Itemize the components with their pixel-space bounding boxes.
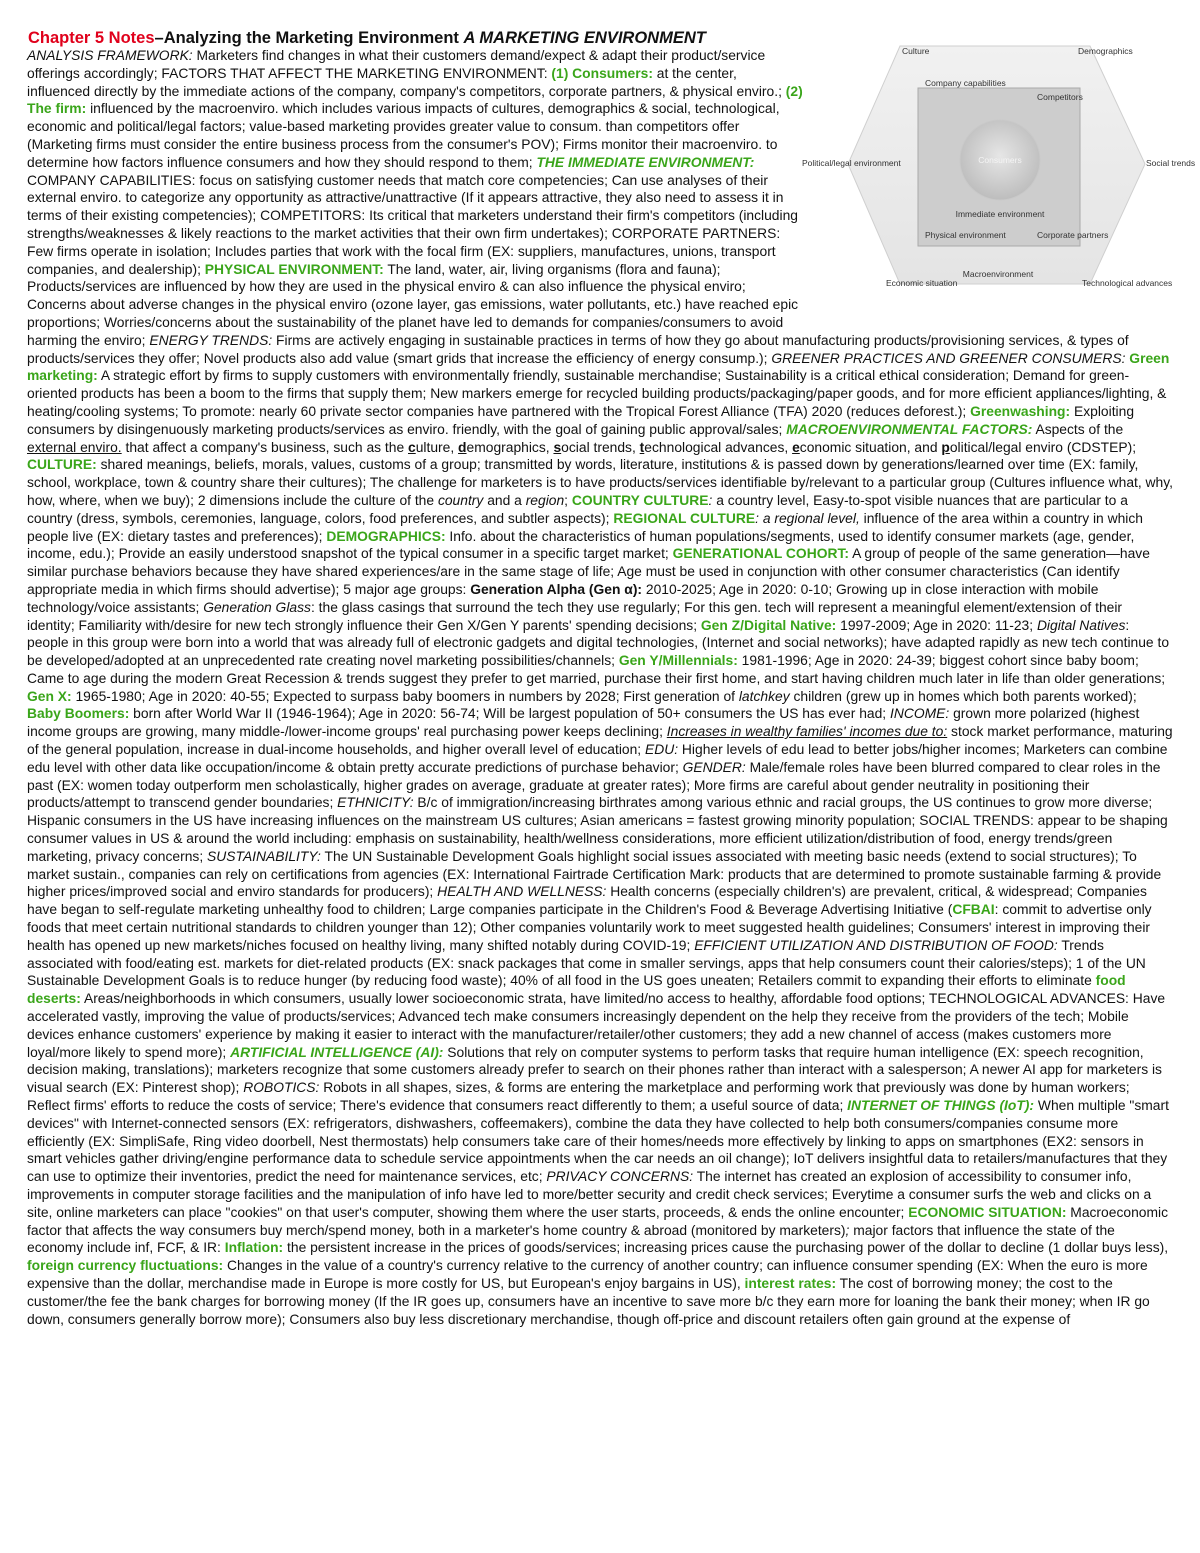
term-62: latchkey xyxy=(738,687,790,704)
term-84: food deserts: xyxy=(27,972,1126,1007)
term-72: GENDER: xyxy=(682,758,746,775)
text-segment-47: Info. about the characteristics of human populations/segments, used to identify consumer markets (age, gender, income, edu.); Provide an easily understood snapshot of the typical consumer in a specific target market; xyxy=(27,527,1135,562)
outer-label-demographics: Demographics xyxy=(1078,46,1133,56)
term-26: s xyxy=(553,438,562,455)
term-46: DEMOGRAPHICS: xyxy=(326,527,446,544)
term-54: Gen Z/Digital Native: xyxy=(700,616,837,633)
term-36: country xyxy=(437,491,484,508)
text-segment-5: influenced by the macroenviro. which includes various impacts of cultures, demographics & social, technological, economic and political/legal factors; value-based marketing provides greater value to consum. than competitors offer (Marketing firms must consider the entire business process from the consumer's POV); Firms monitor their macroenviro. to determine how factors influence consumers and how they should respond to them; xyxy=(27,100,780,170)
inner-label-physical: Physical environment xyxy=(925,230,1006,240)
term-18: MACROENVIRONMENTAL FACTORS: xyxy=(786,420,1033,437)
text-segment-29: echnological advances, xyxy=(644,438,793,455)
term-66: INCOME: xyxy=(890,705,950,722)
term-0: ANALYSIS FRAMEWORK: xyxy=(27,47,193,63)
term-80: CFBAI xyxy=(952,901,995,918)
term-94: ECONOMIC SITUATION: xyxy=(908,1203,1067,1220)
term-86: ARTIFICIAL INTELLIGENCE (AI): xyxy=(230,1043,444,1060)
term-6: THE IMMEDIATE ENVIRONMENT: xyxy=(536,153,755,170)
term-8: PHYSICAL ENVIRONMENT: xyxy=(204,260,384,277)
term-16: Greenwashing: xyxy=(970,402,1071,419)
text-segment-27: ocial trends, xyxy=(561,438,640,455)
outer-label-political: Political/legal environment xyxy=(802,158,901,168)
term-10: ENERGY TRENDS: xyxy=(149,331,273,348)
text-segment-71: Higher levels of edu lead to better jobs/higher incomes; Marketers can combine edu level with other data like occupation/income & obtain pretty accurate predictions of purchase behavior; xyxy=(27,741,1168,775)
term-14: Green marketing: xyxy=(27,349,1170,384)
text-segment-95: Macroeconomic factor that affects the way consumers buy merch/spend money, both in a marketer's home country & abroad (monitored by marketers) xyxy=(27,1203,1168,1238)
chapter-title: Analyzing the Marketing Environment xyxy=(163,29,459,47)
term-24: d xyxy=(458,438,467,455)
text-segment-15: A strategic effort by firms to supply customers with environmentally friendly, sustainable merchandise; Sustainability is a critical ethical consideration; Demand for green-oriented products has been a boom to the firms that supply them; New markers emerge for recycled building products/packaging/paper goods, and for more efficient appliances/lighting, & heating/cooling systems; To promote: nearly 60 private sector companies have partnered with the Tropical Forest Alliance (TFA) 2020 (reduces deforest.); xyxy=(27,367,1167,419)
inner-label-capabilities: Company capabilities xyxy=(925,78,1006,88)
text-segment-25: emographics, xyxy=(466,438,554,455)
text-segment-69: stock market performance, maturing of the general population, increase in dual-income households, and higher overall level of education; xyxy=(27,723,1173,758)
text-segment-53: : the glass casings that surround the tech they use regularly; For this gen. tech will represent a meaningful element/extension of their identity; Familiarity with/desire for new tech strongly influence their Gen X/Gen Y parents' spending decisions; xyxy=(27,598,1123,633)
text-segment-11: Firms are actively engaging in sustainable practices in terms of how they go about manufacturing products/provisioning services, & types of products/services they offer; Novel products also add value (smart grids that increase the efficiency of energy consump.); xyxy=(27,331,1129,366)
term-100: foreign currency fluctuations: xyxy=(27,1257,224,1274)
text-segment-57: : people in this group were born into a world that was already full of electronic gadgets and digital technologies, (Internet and social networks); have adapted rapidly as new tech continue to be developed/adopted at an unprecedented rate creating novel marketing possibilities/channels; xyxy=(27,616,1170,669)
text-segment-19: Aspects of the xyxy=(1032,420,1124,437)
framework-heading: A MARKETING ENVIRONMENT xyxy=(463,29,706,47)
macro-label: Macroenvironment xyxy=(962,269,1034,279)
text-segment-65: born after World War II (1946-1964); Age in 2020: 56-74; Will be largest population of 50+ consumers the US has ever had; xyxy=(129,705,891,722)
term-50: Generation Alpha (Gen α): xyxy=(470,580,643,597)
term-74: ETHNICITY: xyxy=(337,794,414,811)
text-segment-91: When multiple "smart devices" with Internet-connected sensors (EX: refrigerators, dishwashers, coffeemakers), combine the data they have collected to help both consumers/companies consume more efficiently (EX: SimpliSafe, Ring video doorbell, Nest thermostats) help consumers take care of their homes/needs more effectively by linking to apps on smartphones (EX2: sensors in smart vehicles gather driving/engine performance data to schedule service appointments when the car needs an oil change); IoT delivers insightful data to retailers/manufactures that they can use to optimize their inventories, predict the need for maintenance services, etc; xyxy=(27,1097,1169,1185)
term-52: Generation Glass xyxy=(203,598,311,615)
term-48: GENERATIONAL COHORT: xyxy=(672,545,849,562)
center-label: Consumers xyxy=(978,155,1022,165)
text-segment-49: A group of people of the same generation—have similar purchase behaviors because they have shared experiences/are in the same stage of life; Age must be used in conjunction with other consumer characteristics (Can identify appropriate media in which firms should advertise); 5 major age groups: xyxy=(27,545,1150,597)
text-segment-35: shared meanings, beliefs, morals, values, customs of a group; transmitted by words, literature, institutions & is passed down by generations/learned over time (EX: family, school, workplace, town & country share their cultures); The challenge for marketers is to have products/services identifiable by/relevant to a particular group (Cultures influence what, why, how, where, when we buy); 2 dimensions include the culture of the xyxy=(27,456,1173,508)
text-segment-83: Trends associated with food/eating est. markets for diet-related products (EX: snack packages that come in smaller servings, apps that help consumers count their calories/steps); 1 of the UN Sustainable Development Goals is to reduce hunger (by reducing food waste); 40% of all food in the US goes uneaten; Retailers commit to expanding their efforts to eliminate xyxy=(27,936,1146,989)
chapter-label: Chapter 5 Notes xyxy=(28,29,155,47)
inner-label-competitors: Competitors xyxy=(1037,92,1083,102)
term-56: Digital Natives xyxy=(1036,616,1126,633)
term-102: interest rates: xyxy=(744,1274,837,1291)
text-segment-37: and a xyxy=(483,491,526,508)
text-segment-97: major factors that influence the state of the economy include inf, FCF, & IR: xyxy=(27,1221,1115,1256)
text-segment-1: Marketers find changes in what their customers demand/expect & adapt their product/service offerings accordingly; FACTORS THAT AFFECT THE MARKETING ENVIRONMENT: xyxy=(27,47,766,81)
term-22: c xyxy=(408,438,416,455)
term-34: CULTURE: xyxy=(27,456,97,473)
term-44: : a regional level, xyxy=(755,509,860,526)
text-segment-3: at the center, influenced directly by the immediate actions of the company, company's competitors, corporate partners, & physical enviro.; xyxy=(27,64,786,99)
term-58: Gen Y/Millennials: xyxy=(618,652,738,669)
text-segment-21: that affect a company's business, such as the xyxy=(121,438,409,455)
term-88: ROBOTICS: xyxy=(243,1079,320,1096)
outer-label-technological: Technological advances xyxy=(1082,278,1173,288)
text-segment-79: Health concerns (especially children's) are prevalent, critical, & widespread; Companies have began to self-regulate marketing unhealthy food to children; Large companies participate in the Children's Food & Beverage Advertising Initiative ( xyxy=(27,883,1147,918)
text-segment-101: Changes in the value of a country's currency relative to the currency of another country; can influence consumer spending (EX: When the euro is more expensive than the dollar, merchandise made in Europe is more costly for US, but European's enjoy bargains in US), xyxy=(27,1257,1148,1291)
term-82: EFFICIENT UTILIZATION AND DISTRIBUTION OF FOOD: xyxy=(694,936,1058,953)
outer-label-economic: Economic situation xyxy=(886,278,958,288)
term-40: COUNTRY CULTURE xyxy=(571,491,709,508)
term-70: EDU: xyxy=(645,741,679,758)
term-92: PRIVACY CONCERNS: xyxy=(546,1168,694,1185)
text-segment-61: 1965-1980; Age in 2020: 40-55; Expected to surpass baby boomers in numbers by 2028; First generation of xyxy=(71,687,739,704)
text-segment-63: children (grew up in homes which both parents worked); xyxy=(789,687,1137,704)
text-segment-23: ulture, xyxy=(415,438,459,455)
text-segment-81: : commit to advertise only foods that meet certain nutritional standards to children younger than 12); Other companies voluntarily work to meet suggested health guidelines; Consumers' interest in improving their health has opened up new markets/niches focused on healthy living, many shifted notably during COVID-19; xyxy=(27,901,1152,953)
text-segment-75: B/c of immigration/increasing birthrates among various ethnic and racial groups, the US continues to grow more diverse; Hispanic consumers in the US have increasing influences on the mainstream US cultures; Asian americans = fastest growing minority population; SOCIAL TRENDS: appear to be shaping consumer values in US & around the world including: emphasis on sustainability, health/wellness considerations, more efficient utilization/distribution of food, energy trends/green marketing, privacy concerns; xyxy=(27,794,1168,864)
text-segment-103: The cost of borrowing money; the cost to the customer/the fee the bank charges for borrowing money (If the IR goes up, consumers have an incentive to save more b/c they earn more for loaning the bank their money; when IR go down, consumers generally borrow more); Consumers also buy less discretionary merchandise, though off-price and discount retailers often gain ground at the expense of xyxy=(27,1274,1150,1327)
outer-label-culture: Culture xyxy=(902,46,930,56)
term-90: INTERNET OF THINGS (IoT): xyxy=(847,1097,1035,1114)
text-segment-51: 2010-2025; Age in 2020: 0-10; Growing up in close interaction with mobile technology/voice assistants; xyxy=(27,580,1099,615)
text-segment-99: the persistent increase in the prices of goods/services; increasing prices cause the purchasing power of the dollar to decline (1 dollar buys less), xyxy=(283,1239,1169,1256)
heading-dash: – xyxy=(154,29,164,47)
term-4: (2) The firm: xyxy=(27,82,803,117)
marketing-environment-diagram xyxy=(800,36,1196,306)
term-32: p xyxy=(941,438,950,455)
text-segment-93: The internet has created an explosion of accessibility to consumer info, improvements in computer storage facilities and the manipulation of info have led to more/better security and credit check services; Everytime a consumer surfs the web and clicks on a site, online marketers can place "cookies" on that user's computer, showing them where the user starts, proceeds, & ends the online encounter; xyxy=(27,1168,1152,1220)
term-20: external enviro. xyxy=(27,438,122,455)
text-segment-55: 1997-2009; Age in 2020: 11-23; xyxy=(836,616,1037,633)
term-60: Gen X: xyxy=(27,687,72,704)
text-segment-77: The UN Sustainable Development Goals highlight social issues associated with meeting basic needs (extend to social structures); To market sustain., companies can rely on certifications from agencies (EX: International Fairtrade Certification Mark: products that are determined to promote sustainable farming & provide higher prices/improved social and enviro standards for producers); xyxy=(27,847,1162,900)
text-segment-59: 1981-1996; Age in 2020: 24-39; biggest cohort since baby boom; Came to age during the modern Great Recession & trends suggest they prefer to get married, purchase their first home, and start having children much later in life than older generations; xyxy=(27,652,1166,686)
term-12: GREENER PRACTICES AND GREENER CONSUMERS: xyxy=(771,349,1126,366)
term-76: SUSTAINABILITY: xyxy=(207,847,321,864)
text-segment-45: influence of the area within a country in which people live (EX: dietary tastes and preferences); xyxy=(27,509,1143,544)
text-segment-73: Male/female roles have been blurred compared to clear roles in the past (EX: women today outperform men scholastically, higher grades on average, graduate at greater rates); More firms are careful about gender neutrality in positioning their products/attempt to transcend gender boundaries; xyxy=(27,758,1161,811)
text-segment-31: conomic situation, and xyxy=(799,438,942,455)
text-segment-33: olitical/legal enviro (CDSTEP); xyxy=(949,438,1137,455)
term-98: Inflation: xyxy=(224,1239,284,1256)
term-64: Baby Boomers: xyxy=(27,705,130,722)
text-segment-42: a country level, Easy-to-spot visible nuances that are particular to a country (dress, symbols, ceremonies, language, colors, food preferences, and subtler aspects); xyxy=(27,491,1128,526)
page-heading xyxy=(28,28,788,48)
text-segment-9: The land, water, air, living organisms (flora and fauna); Products/services are influenced by how they are used in the physical enviro & can also influence the physical enviro; Concerns about adverse changes in the physical enviro (ozone layer, gas emissions, water pollutants, etc.) have reached epic proportions; Worries/concerns about the sustainability of the planet have led to demands for companies/consumers to avoid harming the enviro; xyxy=(27,260,799,348)
term-41: : xyxy=(708,491,713,508)
text-segment-87: Solutions that rely on computer systems to perform tasks that require human intelligence (EX: speech recognition, decision making, translations); marketers recognize that some customers already prefer to search on their phones rather than interact with a salesperson; A newer AI app for marketers is visual search (EX: Pinterest shop); xyxy=(27,1043,1162,1096)
immediate-label: Immediate environment xyxy=(955,209,1045,219)
text-segment-7: COMPANY CAPABILITIES: focus on satisfying customer needs that match core competencies; Can use analyses of their external enviro. to categorize any opportunity as attractive/unattractive (If it appears attractive, they also need to assess it in terms of their existing competencies); COMPETITORS: Its critical that marketers understand their firm's competitors (including strengths/weaknesses & likely reactions to the market activities that their own firm undertakes); CORPORATE PARTNERS: Few firms operate in isolation; Includes parties that work with the focal firm (EX: suppliers, manufactures, unions, transport companies, and dealership); xyxy=(27,171,798,277)
text-segment-67: grown more polarized (highest income groups are growing, many middle-/lower-income groups' real purchasing power keeps declining; xyxy=(27,705,1140,740)
term-43: REGIONAL CULTURE xyxy=(613,509,756,526)
term-28: t xyxy=(639,438,645,455)
term-2: (1) Consumers: xyxy=(551,64,653,81)
text-segment-39: ; xyxy=(564,491,572,508)
term-96: ; xyxy=(845,1221,850,1238)
term-68: Increases in wealthy families' incomes due to: xyxy=(666,723,948,740)
inner-label-partners: Corporate partners xyxy=(1037,230,1109,240)
text-segment-17: Exploiting consumers by disingenuously marketing products/services as enviro. friendly, with the goal of gaining public approval/sales; xyxy=(27,402,1135,437)
term-38: region xyxy=(525,491,565,508)
text-segment-85: Areas/neighborhoods in which consumers, usually lower socioeconomic strata, have limited/no access to healthy, affordable food options; TECHNOLOGICAL ADVANCES: Have accelerated vastly, improving the value of products/services; Advanced tech make consumers increasingly dependent on the help they receive from the providers of the tech; Mobile devices enhance customers' experience by making it easier to interact with the manufacturer/retailer/other customers; they add a new channel of access (makes customers more loyal/more likely to spend more); xyxy=(27,990,1166,1060)
text-segment-89: Robots in all shapes, sizes, & forms are entering the marketplace and performing work that previously was done by human workers; Reflect firms' efforts to reduce the costs of service; There's evidence that consumers react differently to them; a useful source of data; xyxy=(27,1079,1130,1114)
term-30: e xyxy=(792,438,800,455)
term-78: HEALTH AND WELLNESS: xyxy=(437,883,607,900)
outer-label-social: Social trends xyxy=(1146,158,1196,168)
